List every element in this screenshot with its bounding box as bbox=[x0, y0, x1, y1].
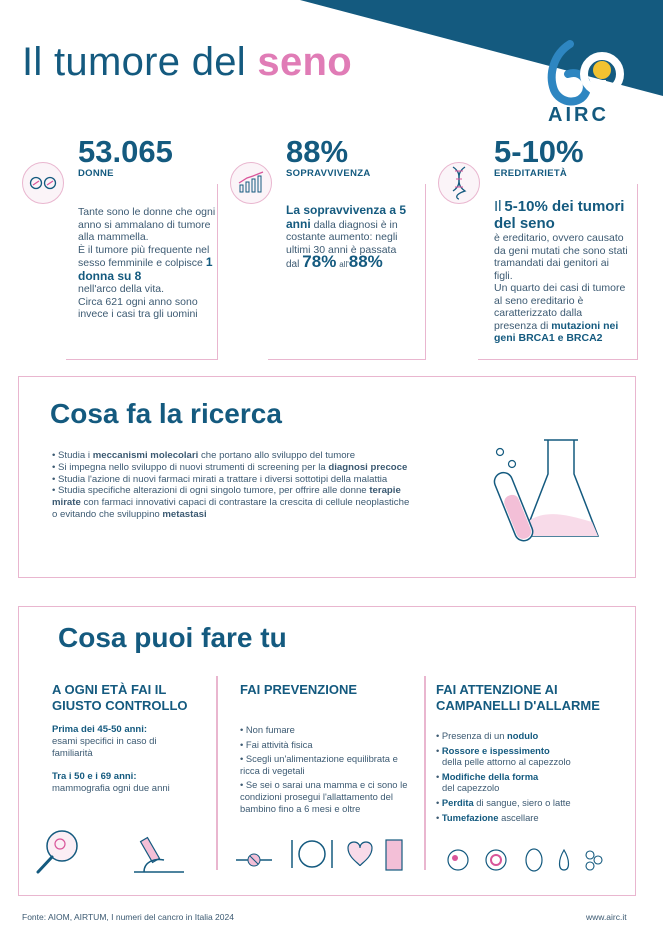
warning-item: • Perdita di sangue, siero o latte bbox=[436, 797, 626, 809]
stat-survival-text: La sopravvivenza a 5 anni dalla diagnosi è in costante aumento: negli ultimi 30 anni è passata dal 78% all'88% bbox=[286, 203, 407, 271]
growth-chart-icon bbox=[230, 162, 272, 204]
warning-item: • Rossore e ispessimento della pelle attorno al capezzolo bbox=[436, 745, 626, 768]
research-item: • Si impegna nello sviluppo di nuovi strumenti di screening per la diagnosi precoce bbox=[52, 462, 412, 474]
research-title: Cosa fa la ricerca bbox=[50, 398, 282, 429]
column-divider bbox=[424, 676, 426, 870]
prevention-item: • Scegli un'alimentazione equilibrata e ricca di vegetali bbox=[240, 753, 410, 776]
prevention-list bbox=[240, 724, 410, 817]
col-checkup-heading: A OGNI ETÀ FAI IL GIUSTO CONTROLLO bbox=[52, 682, 188, 713]
stat-survival-label: SOPRAVVIVENZA bbox=[286, 168, 371, 179]
footer-source: Fonte: AIOM, AIRTUM, I numeri del cancro in Italia 2024 bbox=[22, 912, 234, 922]
warning-list bbox=[436, 730, 626, 826]
col-prevention-heading: FAI PREVENZIONE bbox=[240, 682, 358, 697]
col-checkup-text: Prima dei 45-50 anni: esami specifici in caso di familiarità Tra i 50 e i 69 anni: mammografia ogni due anni bbox=[52, 724, 170, 794]
footer-url[interactable]: www.airc.it bbox=[586, 912, 627, 922]
lab-flask-icon bbox=[486, 430, 606, 550]
dna-icon bbox=[438, 162, 480, 204]
prevention-item: • Non fumare bbox=[240, 724, 410, 736]
stat-women-text: Tante sono le donne che ogni anno si ammalano di tumore alla mammella. È il tumore più frequente nel sesso femminile e colpisce 1 donna su 8 nell'arco della vita. Circa 621 ogni anno sono invece i casi tra gli uomini bbox=[78, 206, 216, 320]
col-warning-heading: FAI ATTENZIONE AI CAMPANELLI D'ALLARME bbox=[436, 682, 600, 713]
warning-item: • Modifiche della forma del capezzolo bbox=[436, 771, 626, 794]
prevention-item: • Se sei o sarai una mamma e ci sono le condizioni prosegui l'allattamento del bambino fino a 6 mesi e oltre bbox=[240, 779, 410, 814]
stat-women-number: 53.065 bbox=[78, 134, 173, 169]
column-divider bbox=[216, 676, 218, 870]
airc-logo-text: AIRC bbox=[548, 104, 609, 126]
prevention-icons bbox=[232, 832, 408, 874]
stat-hereditary-label: EREDITARIETÀ bbox=[494, 168, 568, 179]
cells-icon bbox=[22, 162, 64, 204]
research-item: • Studia l'azione di nuovi farmaci mirati a trattare i diversi sottotipi della malattia bbox=[52, 474, 412, 486]
checkup-icons bbox=[34, 824, 194, 876]
page-title: Il tumore del seno bbox=[22, 40, 352, 84]
research-list bbox=[52, 450, 412, 521]
warning-item: • Presenza di un nodulo bbox=[436, 730, 626, 742]
warning-item: • Tumefazione ascellare bbox=[436, 812, 626, 824]
stat-women-label: DONNE bbox=[78, 168, 114, 179]
research-item: • Studia i meccanismi molecolari che portano allo sviluppo del tumore bbox=[52, 450, 412, 462]
prevention-item: • Fai attività fisica bbox=[240, 739, 410, 751]
stat-survival-number: 88% bbox=[286, 134, 349, 169]
stat-hereditary-text: Il 5-10% dei tumori del seno è ereditario, ovvero causato da geni mutati che sono stati tramandati dai genitori ai figli. Un quarto dei casi di tumore al seno ereditario è caratterizzato dalla presenza di mutazioni nei geni BRCA1 e BRCA2 bbox=[494, 198, 628, 344]
warning-icons bbox=[446, 846, 606, 876]
stat-hereditary-number: 5-10% bbox=[494, 134, 584, 169]
actions-title: Cosa puoi fare tu bbox=[58, 622, 287, 653]
research-item: • Studia specifiche alterazioni di ogni singolo tumore, per offrire alle donne terapie mirate con farmaci innovativi capaci di contrastare la crescita di cellule neoplastiche o evitando che sviluppino metastasi bbox=[52, 485, 412, 520]
